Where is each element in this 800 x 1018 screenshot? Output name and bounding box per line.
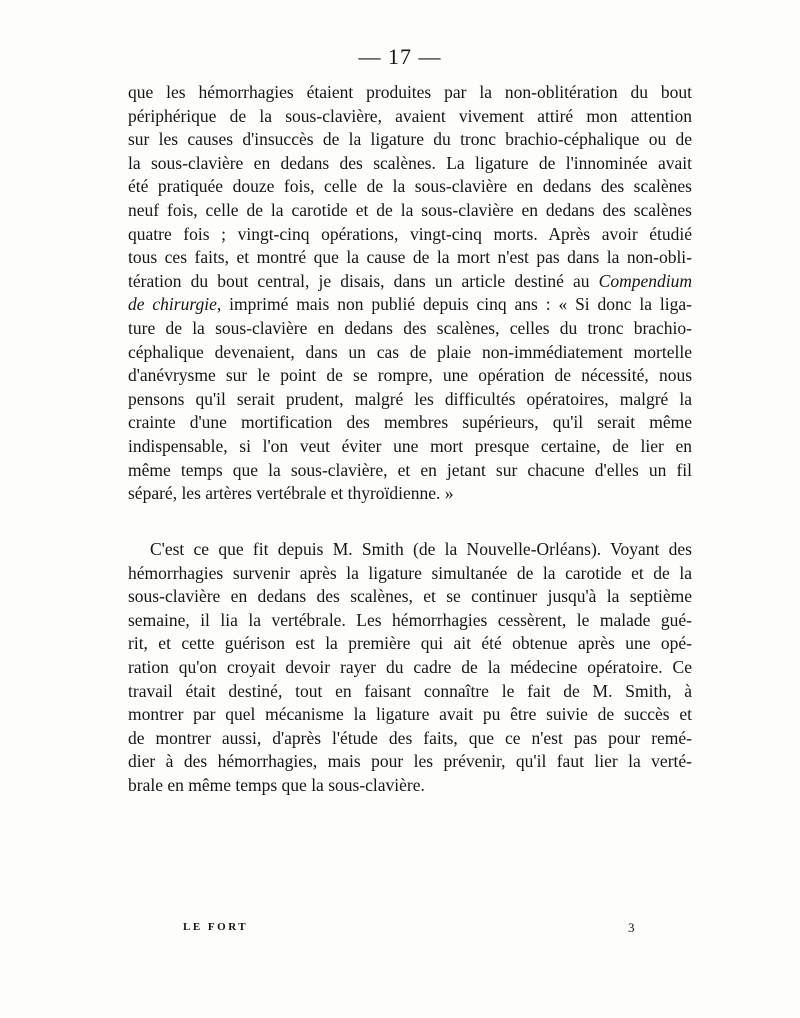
text-line: travail était destiné, tout en faisant connaître le fait de M. Smith, à [128,680,692,701]
text-line: sur les causes d'insuccès de la ligature du tronc brachio-céphalique ou de [128,129,692,150]
italic-title: de chirurgie [128,294,217,315]
text-line: hémorrhagies survenir après la ligature simultanée de la carotide et de la [128,562,692,583]
text-line: sous-clavière en dedans des scalènes, et se continuer jusqu'à la septième [128,586,692,607]
text-line: tération du bout central, je disais, dans un article destiné au Compendium [128,270,692,291]
text-line: la sous-clavière en dedans des scalènes. La ligature de l'innominée avait [128,152,692,173]
text-line: d'anévrysme sur le point de se rompre, une opération de nécessité, nous [128,365,692,386]
text-line: pensons qu'il serait prudent, malgré les difficultés opératoires, malgré la [128,388,692,409]
text-line: tous ces faits, et montré que la cause de la mort n'est pas dans la non-obli- [128,247,692,268]
text-line: que les hémorrhagies étaient produites par la non-oblitération du bout [128,82,692,102]
text-line: indispensable, si l'on veut éviter une mort presque certaine, de lier en [128,435,692,456]
printer-signature: LE FORT [183,921,249,933]
paragraph-1 [128,81,692,506]
text-line: été pratiquée douze fois, celle de la sous-clavière en dedans des scalènes [128,176,692,197]
text-line: ration qu'on croyait devoir rayer du cadre de la médecine opératoire. Ce [128,656,692,677]
text-line: neuf fois, celle de la carotide et de la sous-clavière en dedans des scalènes [128,199,692,220]
text-line: de montrer aussi, d'après l'étude des faits, que ce n'est pas pour remé- [128,727,692,748]
page-number: — 17 — [358,44,442,69]
text-line: quatre fois ; vingt-cinq opérations, vingt-cinq morts. Après avoir étudié [128,223,692,244]
text-line: séparé, les artères vertébrale et thyroïdienne. » [128,483,454,504]
text-line: rit, et cette guérison est la première qui ait été obtenue après une opé- [128,633,692,654]
text-line: même temps que la sous-clavière, et en jetant sur chacune d'elles un fil [128,459,692,480]
text-line: périphérique de la sous-clavière, avaient vivement attiré mon attention [128,105,692,126]
text-line: C'est ce que fit depuis M. Smith (de la Nouvelle-Orléans). Voyant des [150,539,692,559]
sheet-signature-number: 3 [628,920,635,935]
text-line: céphalique devenaient, dans un cas de plaie non-immédiatement mortelle [128,341,692,362]
text-line: crainte d'une mortification des membres supérieurs, qu'il serait même [128,412,692,433]
text-line: ture de la sous-clavière en dedans des scalènes, celles du tronc brachio- [128,317,692,338]
text-line: montrer par quel mécanisme la ligature avait pu être suivie de succès et [128,704,692,725]
text-line: dier à des hémorrhagies, mais pour les prévenir, qu'il faut lier la verté- [128,751,692,772]
paragraph-2 [128,538,692,798]
text-line: semaine, il lia la vertébrale. Les hémorrhagies cessèrent, le malade gué- [128,609,692,630]
text-line: de chirurgie, imprimé mais non publié depuis cinq ans : « Si donc la liga- [128,294,693,315]
text-line: brale en même temps que la sous-clavière. [128,774,425,795]
italic-title: Compendium [598,270,692,291]
